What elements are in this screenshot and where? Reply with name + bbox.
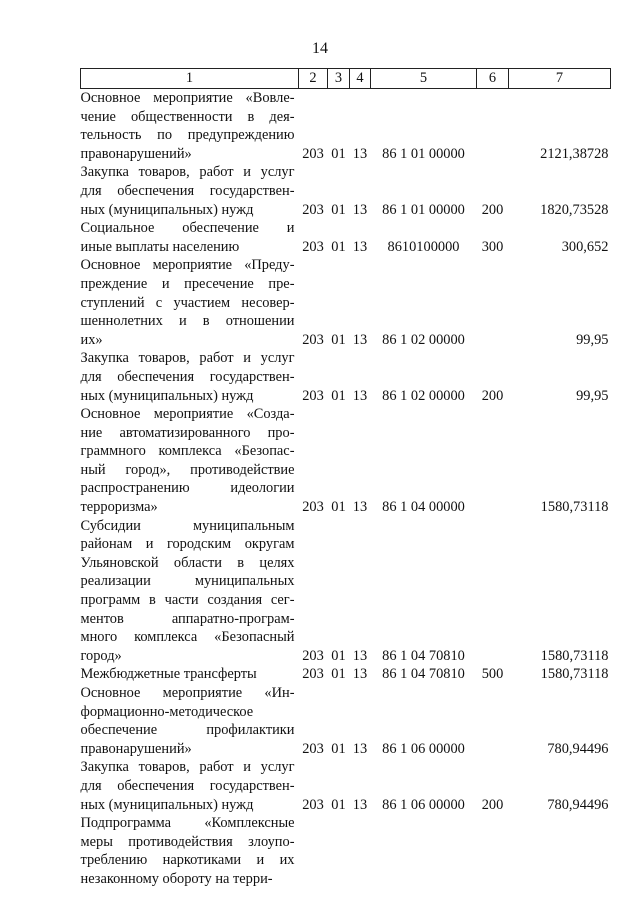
target-article-code: 86 1 06 00000 [382,796,465,813]
row-name-line: иные выплаты населению [80,238,240,255]
expense-type-code [477,517,509,666]
amount: 1820,73528 [540,201,609,218]
section-code: 01 [331,647,346,664]
amount: 99,95 [576,331,609,348]
column-header-7: 7 [509,69,611,89]
budget-table [80,68,611,889]
expense-type-code: 200 [481,387,504,404]
target-article-code: 86 1 06 00000 [382,740,465,757]
section-code: 01 [331,740,346,757]
target-article-code: 86 1 01 00000 [382,201,465,218]
table-row [81,405,611,517]
amount: 2121,38728 [540,145,609,162]
row-name-line: для обеспечения государствен- [80,182,295,199]
expense-type-code [477,405,509,517]
column-header-4: 4 [350,69,371,89]
section-code: 01 [331,499,346,516]
row-name-line: меры противодействия злоупо- [80,833,295,850]
row-name-line: Основное мероприятие «Ин- [80,685,295,701]
ministry-code: 203 [302,201,324,218]
row-name-line: чение общественности в дея- [80,108,295,125]
row-name-line: Субсидии муниципальным [80,517,295,534]
section-code: 01 [331,201,346,218]
expense-type-code [477,814,509,888]
subsection-code: 13 [352,331,368,348]
row-name [81,517,299,666]
subsection-code: 13 [352,387,368,404]
subsection-code: 13 [352,499,368,516]
subsection-code: 13 [352,666,368,683]
amount: 300,652 [561,238,609,255]
table-row [81,349,611,405]
subsection-code: 13 [352,740,368,757]
subsection-code: 13 [352,647,368,664]
ministry-code: 203 [302,331,324,348]
row-name [81,89,299,164]
row-name [81,758,299,814]
row-name-line: ных (муниципальных) нужд [80,201,254,218]
row-name [81,219,299,256]
column-header-3: 3 [328,69,350,89]
table-row [81,89,611,164]
subsection-code: 13 [352,145,368,162]
ministry-code: 203 [302,740,324,757]
row-name [81,665,299,684]
row-name-line: Основное мероприятие «Вовле- [80,90,295,106]
row-name-line: ступлений с участием несовер- [80,294,295,311]
expense-type-code: 200 [481,796,504,813]
row-name-line: формационно-методическое [80,703,254,720]
row-name-line: Подпрограмма «Комплексные [80,815,295,832]
table-body [81,89,611,889]
row-name [81,163,299,219]
table-row [81,758,611,814]
table-row [81,665,611,684]
row-name-line: Основное мероприятие «Преду- [80,257,295,274]
subsection-code [350,814,371,888]
table-row [81,517,611,666]
row-name-line: преждение и пресечение пре- [80,275,295,292]
expense-type-code: 200 [481,201,504,218]
target-article-code: 86 1 04 00000 [382,499,465,516]
row-name-line: для обеспечения государствен- [80,777,295,794]
ministry-code: 203 [302,666,324,683]
row-name-line: Закупка товаров, работ и услуг [80,164,295,181]
section-code: 01 [331,387,346,404]
row-name-line: тельность по предупреждению [80,127,295,144]
amount: 1580,73118 [540,499,609,516]
row-name-line: шеннолетних и в отношении [80,313,295,330]
row-name-line: много комплекса «Безопасный [80,629,295,646]
row-name [81,814,299,888]
target-article-code [371,814,477,888]
ministry-code [299,814,328,888]
row-name-line: Ульяновской области в целях [80,554,295,571]
expense-type-code [477,256,509,349]
section-code: 01 [331,666,346,683]
target-article-code: 86 1 02 00000 [382,387,465,404]
amount: 99,95 [576,387,609,404]
row-name-line: Закупка товаров, работ и услуг [80,350,295,367]
table-row [81,684,611,758]
ministry-code: 203 [302,238,324,255]
row-name-line: незаконному обороту на терри- [80,870,273,887]
row-name-line: ный город», противодействие [80,461,295,478]
row-name-line: распространению идеологии [80,480,295,497]
subsection-code: 13 [352,201,368,218]
expense-type-code [477,89,509,164]
ministry-code: 203 [302,387,324,404]
section-code: 01 [331,331,346,348]
row-name-line: ментов аппаратно-програм- [80,610,295,627]
target-article-code: 86 1 01 00000 [382,145,465,162]
target-article-code: 86 1 04 70810 [382,666,465,683]
expense-type-code [477,684,509,758]
column-header-2: 2 [299,69,328,89]
row-name-line: Социальное обеспечение и [80,220,295,237]
row-name-line: ние автоматизированного про- [80,424,295,441]
page-number: 14 [312,40,328,57]
target-article-code: 86 1 02 00000 [382,331,465,348]
row-name-line: районам и городским округам [80,536,295,553]
ministry-code: 203 [302,796,324,813]
row-name-line: Основное мероприятие «Созда- [80,406,295,423]
row-name [81,349,299,405]
header-row [81,69,611,89]
row-name-line: их» [80,331,103,348]
table-row [81,814,611,888]
subsection-code: 13 [352,796,368,813]
row-name [81,256,299,349]
row-name-line: ных (муниципальных) нужд [80,387,254,404]
table-header [81,69,611,89]
expense-type-code: 500 [481,666,504,683]
expense-type-code: 300 [481,238,504,255]
section-code: 01 [331,238,346,255]
table-row [81,219,611,256]
row-name-line: терроризма» [80,499,158,516]
row-name [81,684,299,758]
table-row [81,256,611,349]
row-name-line: программ в части создания сег- [80,592,295,609]
row-name-line: правонарушений» [80,740,192,757]
amount: 1580,73118 [540,666,609,683]
row-name-line: Межбюджетные трансферты [80,666,257,683]
ministry-code: 203 [302,499,324,516]
ministry-code: 203 [302,145,324,162]
row-name [81,405,299,517]
row-name-line: правонарушений» [80,145,192,162]
section-code: 01 [331,145,346,162]
subsection-code: 13 [352,238,368,255]
column-header-5: 5 [371,69,477,89]
table-row [81,163,611,219]
amount: 780,94496 [547,796,609,813]
row-name-line: треблению наркотиками и их [80,852,295,869]
section-code: 01 [331,796,346,813]
section-code [328,814,350,888]
amount: 780,94496 [547,740,609,757]
amount [509,814,611,888]
row-name-line: для обеспечения государствен- [80,368,295,385]
ministry-code: 203 [302,647,324,664]
column-header-6: 6 [477,69,509,89]
target-article-code: 8610100000 [387,238,460,255]
target-article-code: 86 1 04 70810 [382,647,465,664]
row-name-line: город» [80,647,122,664]
row-name-line: реализации муниципальных [80,573,295,590]
amount: 1580,73118 [540,647,609,664]
row-name-line: граммного комплекса «Безопас- [80,443,295,460]
column-header-1: 1 [81,69,299,89]
row-name-line: Закупка товаров, работ и услуг [80,759,295,776]
row-name-line: ных (муниципальных) нужд [80,796,254,813]
row-name-line: обеспечение профилактики [80,722,295,739]
